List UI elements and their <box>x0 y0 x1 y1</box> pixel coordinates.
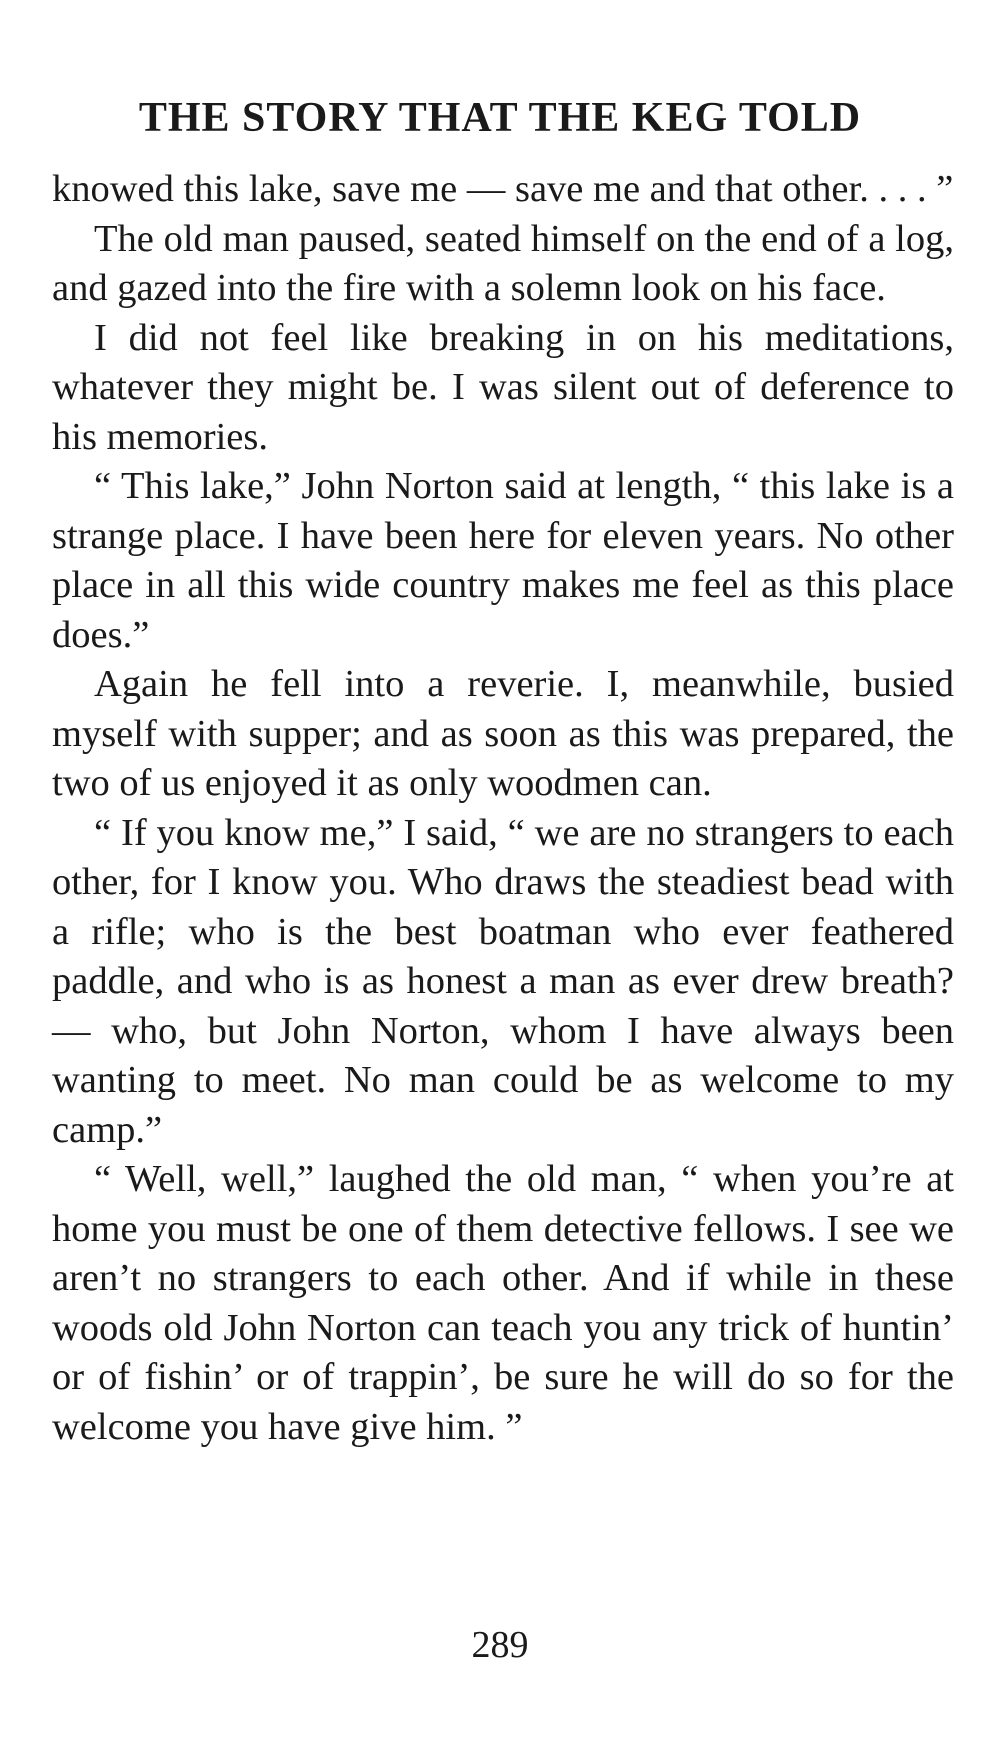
paragraph: I did not feel like breaking in on his meditations, whatever they might be. I was silent out of deference to his memories. <box>52 316 954 458</box>
paragraph: “ This lake,” John Norton said at length, “ this lake is a strange place. I have been here for eleven years. No other place in all this wide country makes me feel as this place does.” <box>52 465 954 656</box>
paragraph-continuation: knowed this lake, save me — save me and that other. . . . ” <box>52 168 954 210</box>
paragraph: “ If you know me,” I said, “ we are no strangers to each other, for I know you. Who draws the steadiest bead with a rifle; who is the best boatman who ever feathered paddle, and who is as honest a man as ever drew breath? — who, but John Norton, whom I have always been wanting to meet. No man could be as welcome to my camp.” <box>52 811 954 1151</box>
running-head: THE STORY THAT THE KEG TOLD <box>138 95 862 141</box>
page-number: 289 <box>471 1624 529 1666</box>
paragraph: Again he fell into a reverie. I, meanwhile, busied myself with supper; and as soon as this was prepared, the two of us enjoyed it as only woodmen can. <box>52 663 954 804</box>
body-text <box>52 165 954 1452</box>
paragraph: The old man paused, seated himself on the end of a log, and gazed into the fire with a solemn look on his face. <box>52 217 954 309</box>
paragraph: “ Well, well,” laughed the old man, “ when you’re at home you must be one of them detective fellows. I see we aren’t no strangers to each other. And if while in these woods old John Norton can teach you any trick of huntin’ or of fishin’ or of trappin’, be sure he will do so for the welcome you have give him. ” <box>52 1158 954 1448</box>
